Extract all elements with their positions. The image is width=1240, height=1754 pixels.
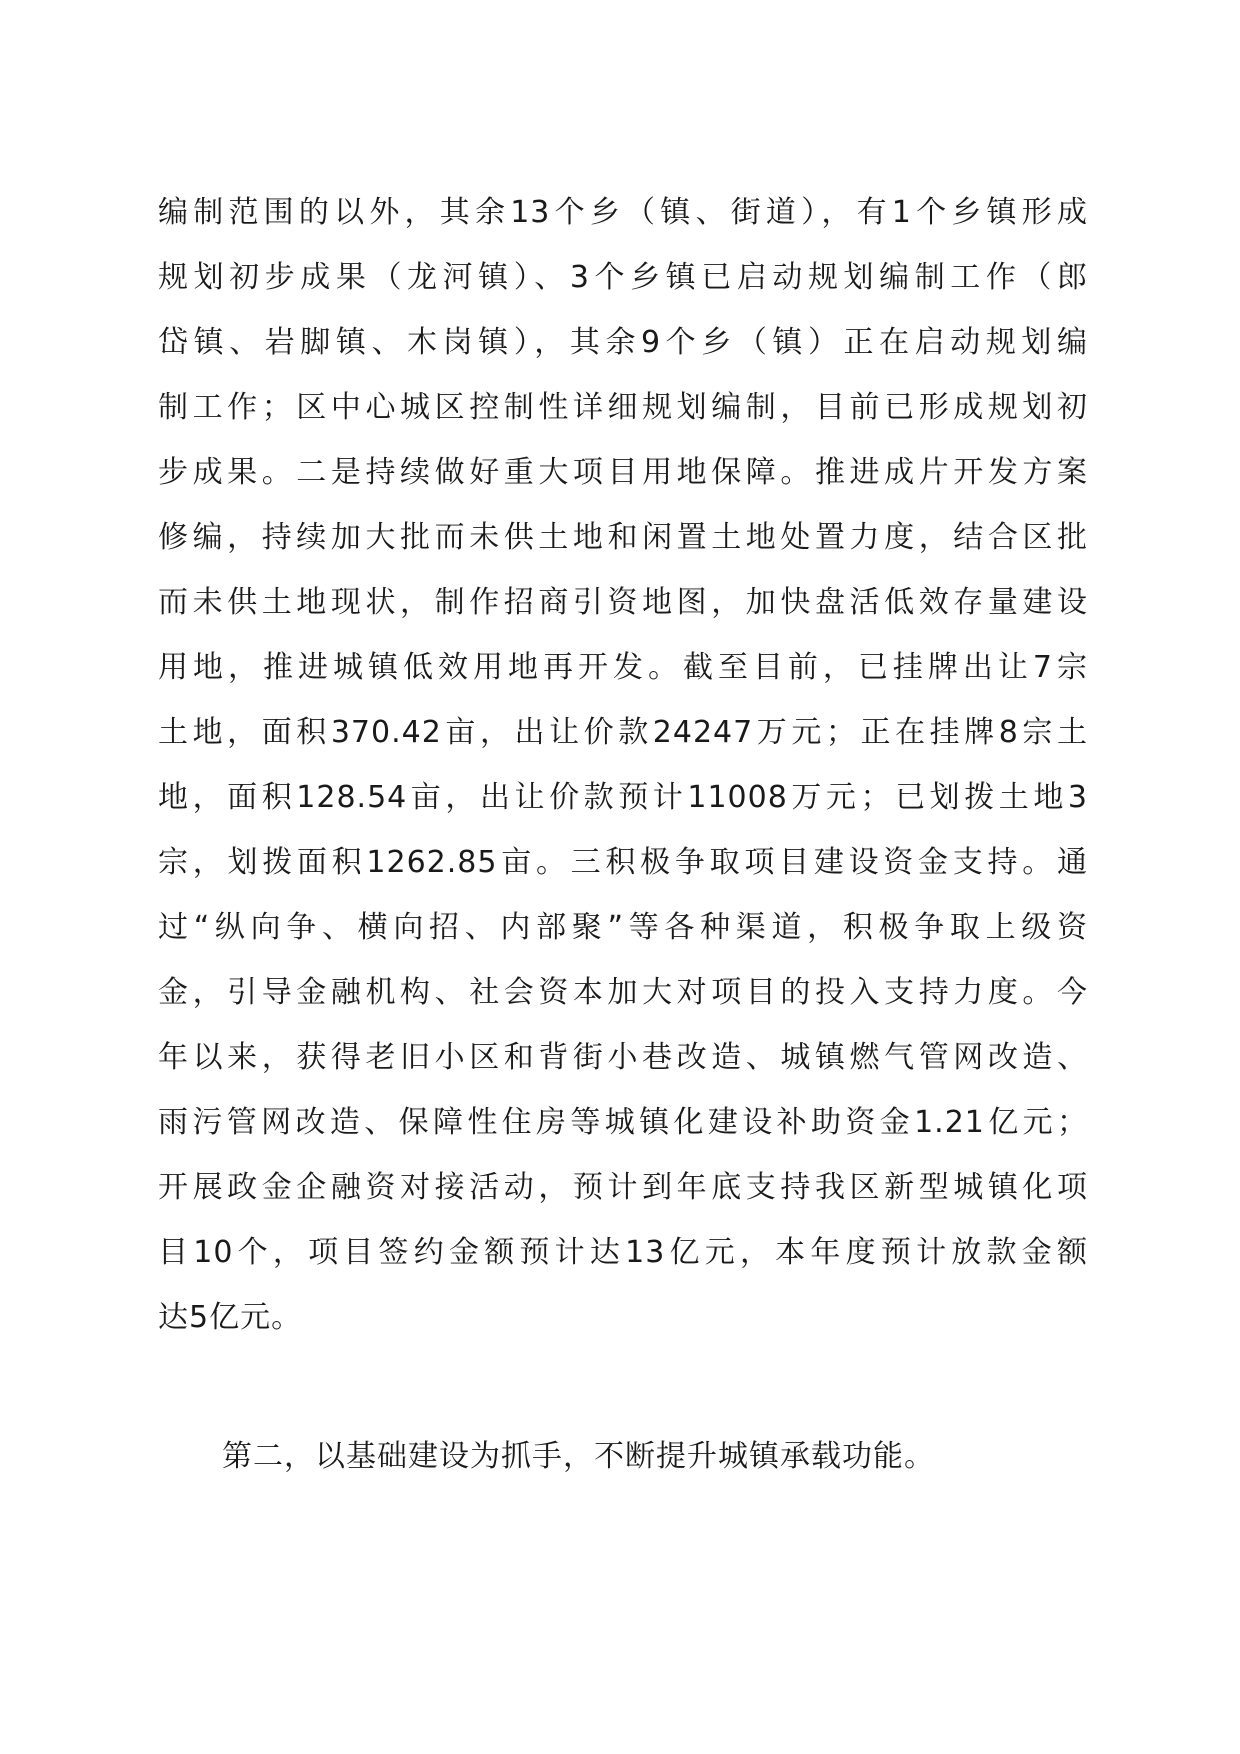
- paragraph-line-13: 金，引导金融机构、社会资本加大对项目的投入支持力度。今: [158, 975, 1088, 1010]
- paragraph-line-15: 雨污管网改造、保障性住房等城镇化建设补助资金1.21亿元；: [158, 1105, 1088, 1140]
- paragraph-line-12: 过“纵向争、横向招、内部聚”等各种渠道，积极争取上级资: [158, 910, 1088, 945]
- paragraph-line-1: 编制范围的以外，其余13个乡（镇、街道），有1个乡镇形成: [158, 195, 1088, 230]
- paragraph-line-18: 达5亿元。: [158, 1300, 303, 1335]
- paragraph-line-17: 目10个，项目签约金额预计达13亿元，本年度预计放款金额: [158, 1235, 1088, 1270]
- paragraph-line-16: 开展政金企融资对接活动，预计到年底支持我区新型城镇化项: [158, 1170, 1088, 1205]
- paragraph-line-8: 用地，推进城镇低效用地再开发。截至目前，已挂牌出让7宗: [158, 650, 1088, 685]
- paragraph-line-14: 年以来，获得老旧小区和背街小巷改造、城镇燃气管网改造、: [158, 1040, 1088, 1075]
- paragraph-line-10: 地，面积128.54亩，出让价款预计11008万元；已划拨土地3: [158, 780, 1088, 815]
- paragraph-line-9: 土地，面积370.42亩，出让价款24247万元；正在挂牌8宗土: [158, 715, 1088, 750]
- section-heading: 第二，以基础建设为抓手，不断提升城镇承载功能。: [222, 1439, 935, 1474]
- paragraph-line-6: 修编，持续加大批而未供土地和闲置土地处置力度，结合区批: [158, 520, 1088, 555]
- paragraph-line-5: 步成果。二是持续做好重大项目用地保障。推进成片开发方案: [158, 455, 1088, 490]
- paragraph-line-11: 宗，划拨面积1262.85亩。三积极争取项目建设资金支持。通: [158, 845, 1088, 880]
- paragraph-line-2: 规划初步成果（龙河镇）、3个乡镇已启动规划编制工作（郎: [158, 260, 1088, 295]
- paragraph-line-7: 而未供土地现状，制作招商引资地图，加快盘活低效存量建设: [158, 585, 1088, 620]
- paragraph-line-4: 制工作；区中心城区控制性详细规划编制，目前已形成规划初: [158, 390, 1088, 425]
- paragraph-line-3: 岱镇、岩脚镇、木岗镇），其余9个乡（镇）正在启动规划编: [158, 325, 1088, 360]
